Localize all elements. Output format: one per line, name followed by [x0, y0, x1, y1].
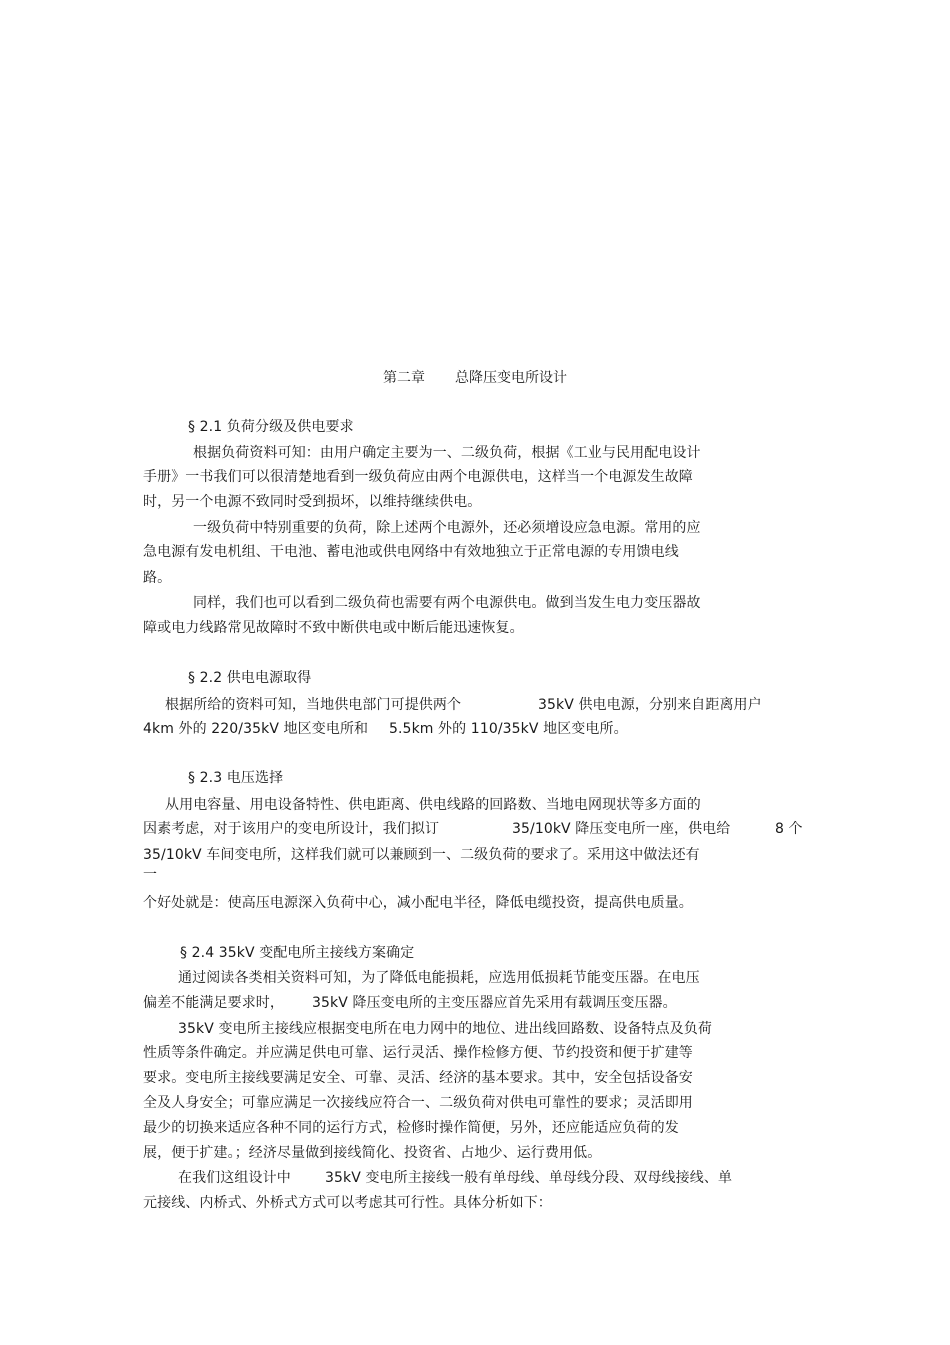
paragraph-line: 手册》一书我们可以很清楚地看到一级负荷应由两个电源供电，这样当一个电源发生故障	[143, 469, 693, 485]
paragraph-line: 8 个	[775, 821, 803, 837]
paragraph-line: 要求。变电所主接线要满足安全、可靠、灵活、经济的基本要求。其中，安全包括设备安	[143, 1070, 693, 1086]
paragraph-line: 根据所给的资料可知，当地供电部门可提供两个	[165, 697, 462, 713]
paragraph-line: 障或电力线路常见故障时不致中断供电或中断后能迅速恢复。	[143, 620, 524, 636]
section-heading: § 2.3 电压选择	[188, 770, 284, 786]
paragraph-line: 根据负荷资料可知：由用户确定主要为一、二级负荷，根据《工业与民用配电设计	[193, 445, 701, 461]
paragraph-line: 5.5km 外的 110/35kV 地区变电所。	[389, 721, 628, 737]
paragraph-line: 元接线、内桥式、外桥式方式可以考虑其可行性。具体分析如下：	[143, 1195, 552, 1211]
paragraph-line: 在我们这组设计中	[178, 1170, 291, 1186]
chapter-name: 总降压变电所设计	[455, 370, 567, 386]
paragraph-line: 展，便于扩建。；经济尽量做到接线简化、投资省、占地少、运行费用低。	[143, 1145, 602, 1161]
section-heading: § 2.4 35kV 变配电所主接线方案确定	[180, 945, 415, 961]
paragraph-line: 因素考虑，对于该用户的变电所设计，我们拟订	[143, 821, 440, 837]
paragraph-line: 急电源有发电机组、干电池、蓄电池或供电网络中有效地独立于正常电源的专用馈电线	[143, 544, 679, 560]
paragraph-line: 一级负荷中特别重要的负荷，除上述两个电源外，还必须增设应急电源。常用的应	[193, 520, 701, 536]
paragraph-line: 35kV 供电电源，分别来自距离用户	[538, 697, 762, 713]
paragraph-line: 路。	[143, 570, 172, 586]
paragraph-line: 最少的切换来适应各种不同的运行方式，检修时操作简便，另外，还应能适应负荷的发	[143, 1120, 679, 1136]
paragraph-line: 35/10kV 降压变电所一座，供电给	[512, 821, 731, 837]
paragraph-line: 4km 外的 220/35kV 地区变电所和	[143, 721, 369, 737]
paragraph-line: 一	[143, 867, 158, 883]
paragraph-line: 偏差不能满足要求时，	[143, 995, 284, 1011]
section-heading: § 2.2 供电电源取得	[188, 670, 312, 686]
paragraph-line: 35/10kV 车间变电所，这样我们就可以兼顾到一、二级负荷的要求了。采用这中做法还有	[143, 847, 700, 863]
paragraph-line: 个好处就是：使高压电源深入负荷中心，减小配电半径，降低电缆投资，提高供电质量。	[143, 895, 693, 911]
paragraph-line: 性质等条件确定。并应满足供电可靠、运行灵活、操作检修方便、节约投资和便于扩建等	[143, 1045, 693, 1061]
paragraph-line: 35kV 变电所主接线应根据变电所在电力网中的地位、进出线回路数、设备特点及负荷	[178, 1021, 712, 1037]
paragraph-line: 时，另一个电源不致同时受到损坏，以维持继续供电。	[143, 494, 482, 510]
chapter-title	[0, 369, 950, 387]
paragraph-line: 35kV 变电所主接线一般有单母线、单母线分段、双母线接线、单	[325, 1170, 733, 1186]
paragraph-line: 通过阅读各类相关资料可知，为了降低电能损耗，应选用低损耗节能变压器。在电压	[178, 970, 700, 986]
paragraph-line: 全及人身安全；可靠应满足一次接线应符合一、二级负荷对供电可靠性的要求；灵活即用	[143, 1095, 693, 1111]
paragraph-line: 同样，我们也可以看到二级负荷也需要有两个电源供电。做到当发生电力变压器故	[193, 595, 701, 611]
section-heading: § 2.1 负荷分级及供电要求	[188, 419, 354, 435]
paragraph-line: 从用电容量、用电设备特性、供电距离、供电线路的回路数、当地电网现状等多方面的	[165, 797, 701, 813]
paragraph-line: 35kV 降压变电所的主变压器应首先采用有载调压变压器。	[312, 995, 677, 1011]
chapter-number: 第二章	[383, 370, 425, 386]
